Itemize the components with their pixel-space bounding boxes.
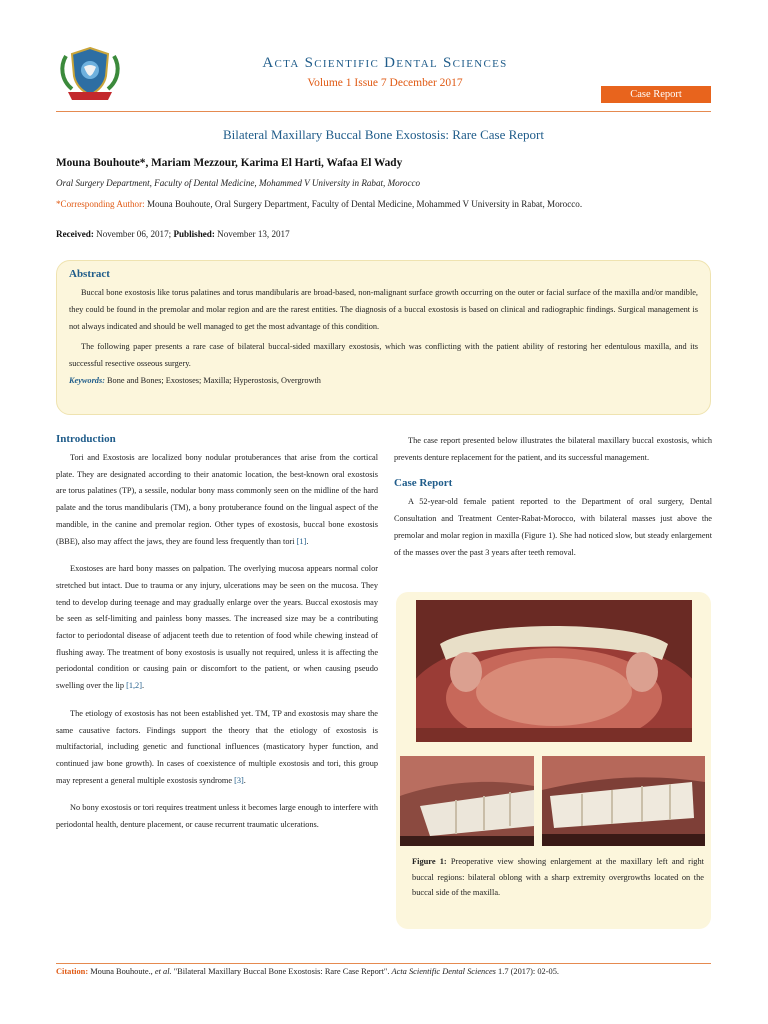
keywords-list: Bone and Bones; Exostoses; Maxilla; Hyperostosis, Overgrowth [104,376,321,385]
received-label: Received: [56,229,94,239]
corresponding-text: Mouna Bouhoute, Oral Surgery Department, Faculty of Dental Medicine, Mohammed V University in Rabat, Morocco. [144,199,583,209]
paragraph-text: Exostoses are hard bony masses on palpation. The overlying mucosa appears normal color stretched but intact. Due to trauma or any injury, ulcerations may be seen on the mucosa. They tend to develop during teenage and may gradually enlarge over the years. Buccal exostosis may be seen as self-limiting and painless bony masses. The increased size may be a contributing factor to periodontal disease of adjacent teeth due to retention of food while chewing instead of flushing away. The treatment of bony exostosis is usually not required, unless it is affecting the periodontal condition or causing pain or discomfort to the patient, or when causing pseudo swelling over the lip [56,564,378,691]
volume-line: Volume 1 Issue 7 December 2017 [307,77,463,89]
keywords [69,376,698,385]
affiliation: Oral Surgery Department, Faculty of Dental Medicine, Mohammed V University in Rabat, Morocco [56,178,421,188]
citation-title: "Bilateral Maxillary Buccal Bone Exostosis: Rare Case Report". [171,967,392,976]
corresponding-author [56,197,711,212]
citation-line [56,967,711,976]
figure-1 [396,592,711,929]
left-buccal-photo [400,756,534,846]
article-dates [56,229,711,239]
body-paragraph: No bony exostosis or tori requires treatment unless it becomes large enough to interfere with periodontal health, denture placement, or cause recurrent traumatic ulcerations. [56,803,378,830]
paragraph-text: . [306,536,309,546]
left-column [56,433,378,845]
reference-link[interactable]: [1] [296,536,307,546]
corresponding-label: *Corresponding Author: [56,199,145,209]
body-paragraph: The case report presented below illustrates the bilateral maxillary buccal exostosis, which prevents denture replacement for the patient, and its successful management. [394,436,712,462]
maxilla-occlusal-photo [416,600,692,742]
figure-caption-text: Preoperative view showing enlargement at the maxillary left and right buccal regions: bilateral oblong with a sharp extremity overgrowths located on the buccal side of the maxilla. [412,857,704,897]
article-title: Bilateral Maxillary Buccal Bone Exostosis: Rare Case Report [223,127,544,142]
footer-divider [56,963,711,964]
citation-label: Citation: [56,967,89,976]
published-label: Published: [173,229,215,239]
journal-name: Acta Scientific Dental Sciences [262,55,508,71]
right-buccal-photo [542,756,705,846]
body-paragraph [56,561,378,695]
body-paragraph: A 52-year-old female patient reported to the Department of oral surgery, Dental Consultation and Treatment Center-Rabat-Morocco, with bilateral masses just above the premolar and molar region in maxilla (Figure 1). She had noticed slow, but steady enlargement of the masses over the past 3 years after teeth removal. [394,497,712,557]
body-paragraph [56,706,378,790]
paragraph-text: Tori and Exostosis are localized bony nodular protuberances that arise from the cortical plate. They are designated according to their anatomic location, the best-known oral exostosis are torus palatines (TP), a sessile, nodular bony mass commonly seen on the midline of the hard palate and the torus mandibularis (TM), a bony protuberance found on the lingual aspect of the mandible, in the canine and premolar region. Other types of exostosis, buccal bone exostosis (BBE), also may affect the jaws, they are found less frequently than tori [56,453,378,546]
abstract-paragraph: The following paper presents a rare case of bilateral buccal-sided maxillary exostosis, which was conflicting with the patient ability of restoring her edentulous maxilla, and its successful resective osseous surgery. [69,342,698,368]
citation-authors: Mouna Bouhoute., [88,967,155,976]
abstract-heading: Abstract [69,268,110,280]
body-paragraph [56,450,378,550]
keywords-label: Keywords: [69,376,105,385]
introduction-heading: Introduction [56,433,116,445]
citation-journal: Acta Scientific Dental Sciences [391,967,496,976]
paragraph-text: . [141,681,145,691]
case-report-heading: Case Report [394,477,453,490]
published-date: November 13, 2017 [214,229,290,239]
reference-link[interactable]: [3] [234,775,244,785]
right-column [394,433,712,572]
article-type-badge: Case Report [601,86,711,103]
received-date: November 06, 2017; [93,229,174,239]
citation-details: 1.7 (2017): 02-05. [495,967,559,976]
abstract-paragraph: Buccal bone exostosis like torus palatines and torus mandibularis are broad-based, non-malignant surface growth occurring on the outer or facial surface of the maxilla and/or mandible, they could be found in the premolar and molar region and are the rarest entities. The diagnosis of a buccal exostosis is based on clinical and radiographic findings. Surgical management is not always indicated and should be well managed to get the most advantage of this condition. [69,288,698,331]
author-list: Mouna Bouhoute*, Mariam Mezzour, Karima El Harti, Wafaa El Wady [56,157,403,169]
abstract-box [56,260,711,415]
paragraph-text: The etiology of exostosis has not been established yet. TM, TP and exostosis may share the same causative factors. Findings support the theory that the etiology of exostosis is multifactorial, including genetic and functional influences (masticatory hyper function, and continued jaw bone growth). In cases of coexistence of multiple exostosis and tori, this group may represent a general multiple exostosis syndrome [56,708,378,785]
reference-link[interactable]: [1,2] [126,681,142,691]
header-divider [56,111,711,112]
figure-caption [412,854,704,901]
paragraph-text: . [243,775,246,785]
figure-label: Figure 1: [412,857,447,866]
journal-crest-icon [56,44,124,104]
citation-etal: et al. [154,967,172,976]
